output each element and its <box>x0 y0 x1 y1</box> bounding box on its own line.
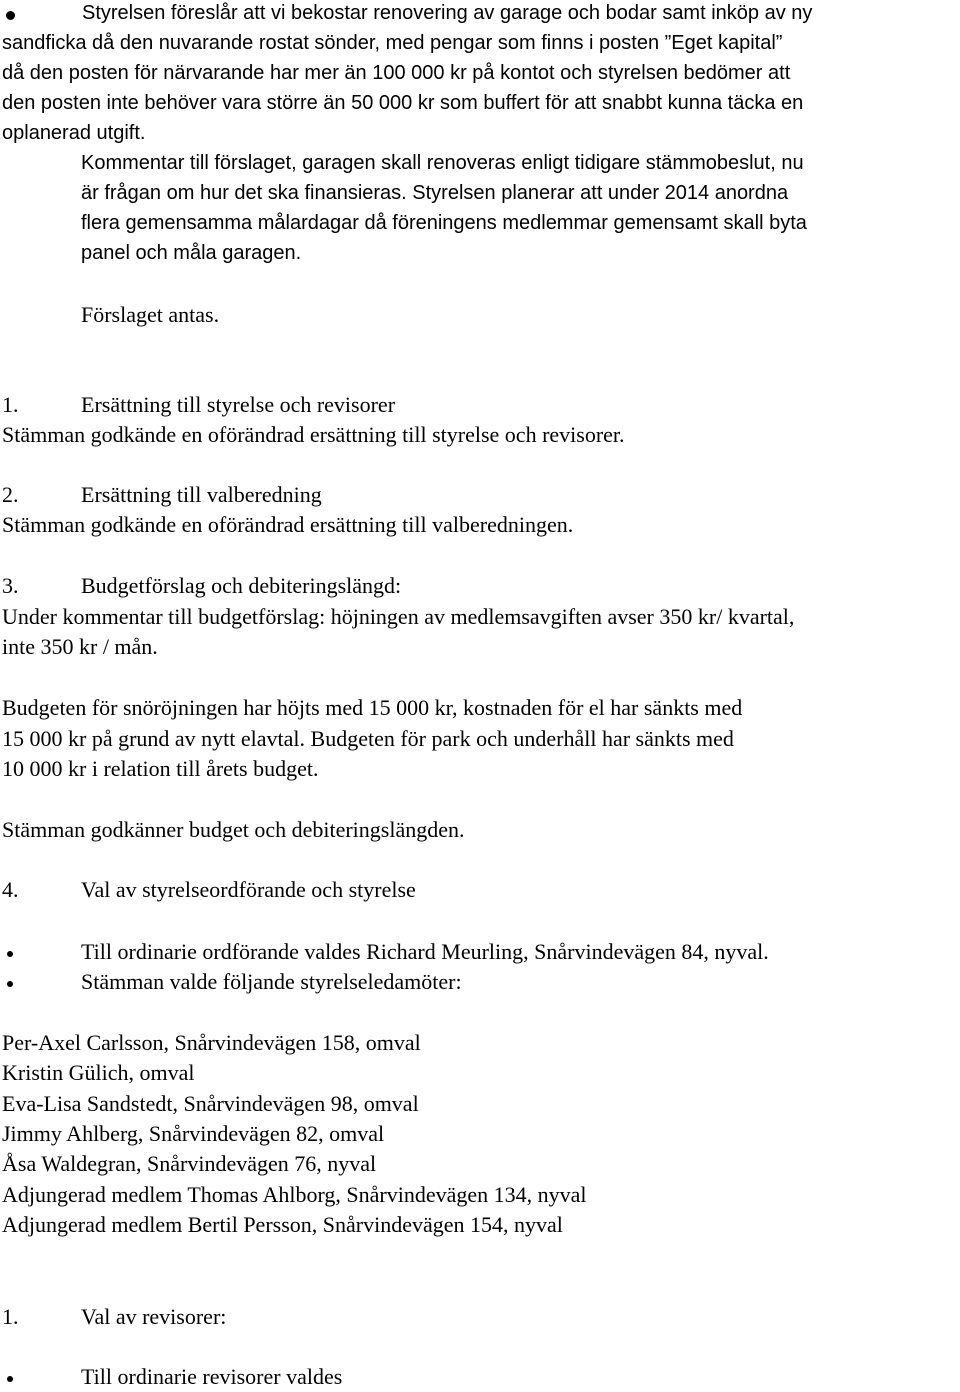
item-number: 1. <box>2 1304 19 1329</box>
intro-line: den posten inte behöver vara större än 50 000 kr som buffert för att snabbt kunna täcka en <box>2 92 804 114</box>
bullet-icon <box>7 1376 13 1382</box>
comment-decision: Förslaget antas. <box>81 302 220 327</box>
board-member: Jimmy Ahlberg, Snårvindevägen 82, omval <box>2 1121 385 1146</box>
intro-line: oplanerad utgift. <box>2 122 146 144</box>
intro-line: då den posten för närvarande har mer än 100 000 kr på kontot och styrelsen bedömer att <box>2 62 791 84</box>
item-number: 2. <box>2 482 19 507</box>
intro-line: sandficka då den nuvarande rostat sönder, med pengar som finns i posten ”Eget kapital” <box>2 32 783 54</box>
item-text: Stämman godkände en oförändrad ersättning till styrelse och revisorer. <box>2 422 625 447</box>
bullet-icon <box>7 981 13 987</box>
item-text: inte 350 kr / mån. <box>2 634 158 659</box>
board-member: Åsa Waldegran, Snårvindevägen 76, nyval <box>2 1151 377 1176</box>
item-heading: Val av revisorer: <box>81 1304 227 1329</box>
board-member: Kristin Gülich, omval <box>2 1060 195 1085</box>
auditors-bullet: Till ordinarie revisorer valdes <box>81 1364 343 1389</box>
board-member: Per-Axel Carlsson, Snårvindevägen 158, omval <box>2 1030 421 1055</box>
comment-line: är frågan om hur det ska finansieras. Styrelsen planerar att under 2014 anordna <box>81 182 789 204</box>
item-number: 4. <box>2 877 19 902</box>
budget-line: 15 000 kr på grund av nytt elavtal. Budgeten för park och underhåll har sänkts med <box>2 726 734 751</box>
intro-line: Styrelsen föreslår att vi bekostar renovering av garage och bodar samt inköp av ny <box>82 2 813 24</box>
election-bullet: Till ordinarie ordförande valdes Richard Meurling, Snårvindevägen 84, nyval. <box>81 939 769 964</box>
item-heading: Budgetförslag och debiteringslängd: <box>81 573 402 598</box>
item-heading: Ersättning till valberedning <box>81 482 322 507</box>
comment-line: flera gemensamma målardagar då föreningens medlemmar gemensamt skall byta <box>81 212 807 234</box>
item-heading: Val av styrelseordförande och styrelse <box>81 877 416 902</box>
comment-line: panel och måla garagen. <box>81 242 302 264</box>
board-member: Adjungerad medlem Bertil Persson, Snårvindevägen 154, nyval <box>2 1212 563 1237</box>
board-member: Adjungerad medlem Thomas Ahlborg, Snårvindevägen 134, nyval <box>2 1182 587 1207</box>
item-text: Under kommentar till budgetförslag: höjningen av medlemsavgiften avser 350 kr/ kvartal, <box>2 604 795 629</box>
election-bullet: Stämman valde följande styrelseledamöter: <box>81 969 462 994</box>
budget-line: 10 000 kr i relation till årets budget. <box>2 756 319 781</box>
budget-line: Budgeten för snöröjningen har höjts med 15 000 kr, kostnaden för el har sänkts med <box>2 695 743 720</box>
comment-line: Kommentar till förslaget, garagen skall renoveras enligt tidigare stämmobeslut, nu <box>81 152 804 174</box>
item-number: 3. <box>2 573 19 598</box>
bullet-icon <box>7 951 13 957</box>
item-text: Stämman godkände en oförändrad ersättning till valberedningen. <box>2 512 574 537</box>
item-number: 1. <box>2 392 19 417</box>
board-member: Eva-Lisa Sandstedt, Snårvindevägen 98, omval <box>2 1091 419 1116</box>
budget-approval: Stämman godkänner budget och debiteringslängden. <box>2 817 465 842</box>
item-heading: Ersättning till styrelse och revisorer <box>81 392 396 417</box>
